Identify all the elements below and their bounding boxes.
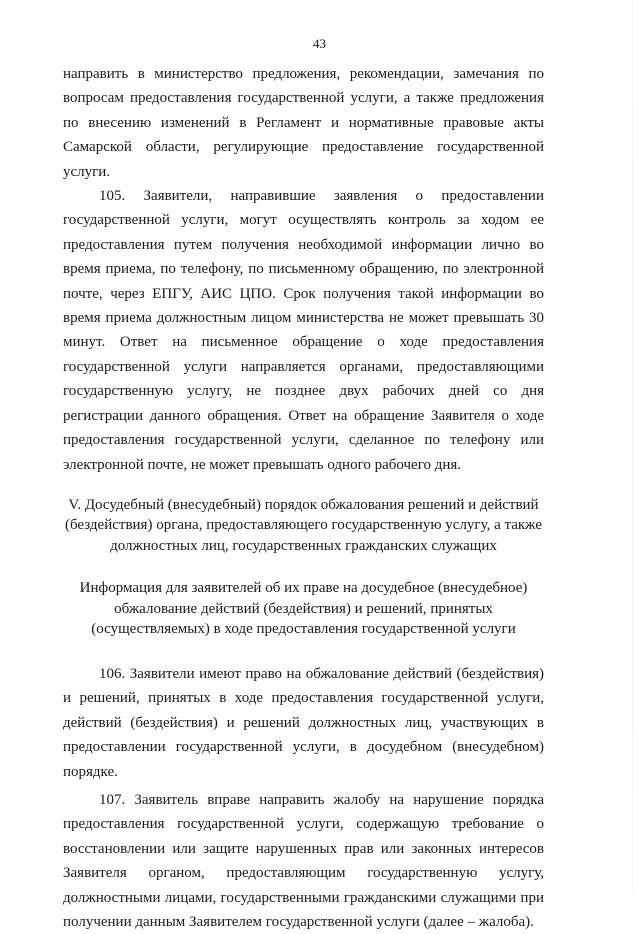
info-heading — [63, 578, 544, 640]
section-v-heading-line-1: V. Досудебный (внесудебный) порядок обжалования решений и действий — [68, 496, 539, 513]
scan-edge-shadow — [632, 0, 633, 893]
page-number: 43 — [313, 36, 326, 51]
paragraph-105: 105. Заявители, направившие заявления о предоставлении государственной услуги, могут осуществлять контроль за ходом ее предоставления путем получения необходимой информации лично во время приема, по телефону, по письменному обращению, по электронной почте, через ЕПГУ, АИС ЦПО. Срок получения такой информации во время приема должностным лицом министерства не может превышать 30 минут. Ответ на письменное обращение о ходе предоставления государственной услуги направляется органами, предоставляющими государственную услугу, не позднее двух рабочих дней со дня регистрации данного обращения. Ответ на обращение Заявителя о ходе предоставления государственной услуги, сделанное по телефону или электронной почте, не может превышать одного рабочего дня. — [63, 188, 544, 473]
section-v-heading-line-2: (бездействия) органа, предоставляющего государственную услугу, а также — [64, 517, 542, 534]
paragraph-107: 107. Заявитель вправе направить жалобу на нарушение порядка предоставления государственной услуги, содержащую требование о восстановлении или защите нарушенных прав или законных интересов Заявителя органом, предоставляющим государственную услугу, должностными лицами, государственными гражданскими служащими при получении данным Заявителем государственной услуги (далее – жалоба). — [63, 791, 544, 930]
paragraph-106: 106. Заявители имеют право на обжалование действий (бездействия) и решений, принятых в ходе предоставления государственной услуги, действий (бездействия) и решений должностных лиц, участвующих в предоставлении государственной услуги, в досудебном (внесудебном) порядке. — [63, 665, 544, 780]
section-v-heading — [63, 495, 544, 557]
info-heading-line-3: (осуществляемых) в ходе предоставления государственной услуги — [91, 621, 516, 638]
page-content — [63, 62, 544, 934]
info-heading-line-1: Информация для заявителей об их праве на досудебное (внесудебное) — [79, 580, 528, 597]
section-v-heading-line-3: должностных лиц, государственных гражданских служащих — [110, 537, 497, 554]
paragraph-continuation: направить в министерство предложения, рекомендации, замечания по вопросам предоставления государственной услуги, а также предложения по внесению изменений в Регламент и нормативные правовые акты Самарской области, регулирующие предоставление государственной услуги. — [63, 66, 544, 180]
info-heading-line-2: обжалование действий (бездействия) и решений, принятых — [114, 600, 493, 617]
